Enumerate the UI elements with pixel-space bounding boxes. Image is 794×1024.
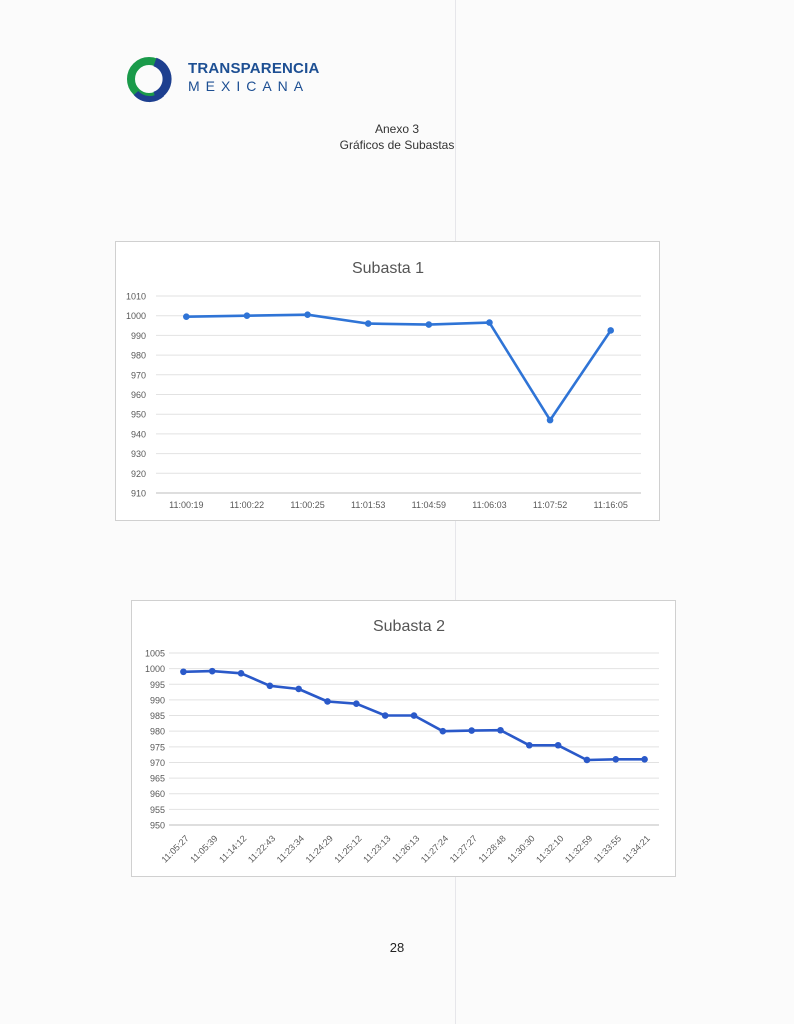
y-tick-label: 970 [149, 757, 165, 768]
data-point [607, 327, 614, 334]
data-point [267, 683, 274, 690]
x-tick-label: 11:32:59 [562, 833, 595, 865]
y-tick-label: 970 [130, 370, 146, 381]
annex-subtitle: Gráficos de Subastas [339, 138, 455, 152]
data-point [304, 311, 311, 318]
x-tick-label: 11:01:53 [351, 500, 386, 510]
logo-text-line1: TRANSPARENCIA [188, 60, 320, 77]
data-point [584, 757, 591, 764]
y-tick-label: 1010 [125, 291, 146, 302]
chart-title: Subasta 2 [372, 618, 446, 635]
y-tick-label: 1005 [144, 648, 165, 659]
x-tick-label: 11:07:52 [532, 500, 568, 510]
y-tick-label: 965 [149, 773, 165, 784]
y-tick-label: 975 [149, 742, 165, 753]
x-tick-label: 11:30:30 [505, 833, 537, 865]
y-tick-label: 940 [130, 429, 146, 440]
data-point [440, 728, 447, 735]
x-tick-label: 11:00:19 [169, 500, 204, 510]
y-tick-label: 910 [130, 488, 146, 499]
data-point [468, 727, 475, 734]
y-tick-label: 980 [130, 350, 146, 361]
x-tick-label: 11:23:13 [361, 833, 393, 865]
x-tick-label: 11:23:34 [274, 833, 307, 865]
x-tick-label: 11:00:22 [229, 500, 265, 510]
data-point [497, 727, 504, 734]
data-point [526, 742, 533, 749]
y-tick-label: 920 [130, 468, 146, 479]
x-tick-label: 11:14:12 [217, 833, 249, 865]
data-point [365, 320, 372, 327]
x-tick-label: 11:22:43 [245, 833, 278, 865]
x-tick-label: 11:05:39 [188, 833, 220, 865]
y-tick-label: 1000 [125, 311, 146, 322]
chart-title: Subasta 1 [351, 260, 425, 277]
data-point [426, 321, 433, 328]
transparencia-mexicana-logo [124, 54, 324, 106]
y-tick-label: 980 [149, 726, 165, 737]
x-tick-label: 11:04:59 [411, 500, 446, 510]
data-point [486, 319, 493, 326]
data-point [183, 313, 190, 320]
y-tick-label: 990 [130, 330, 146, 341]
x-tick-label: 11:33:55 [591, 833, 624, 865]
y-tick-label: 995 [149, 679, 165, 690]
annex-heading [0, 121, 794, 153]
data-point [353, 700, 360, 707]
data-point [547, 417, 554, 424]
chart-subasta-1 [115, 241, 660, 521]
x-tick-label: 11:32:10 [534, 833, 566, 865]
data-point [612, 756, 619, 763]
logo-text-line2: MEXICANA [188, 78, 310, 94]
data-point [324, 698, 331, 705]
x-tick-label: 11:24:29 [303, 833, 335, 865]
x-tick-label: 11:34:21 [620, 833, 653, 865]
chart-subasta-1-svg [116, 242, 659, 520]
chart-subasta-2 [131, 600, 676, 877]
data-point [555, 742, 562, 749]
y-tick-label: 955 [149, 804, 165, 815]
x-tick-label: 11:05:27 [159, 833, 191, 865]
data-point [180, 668, 187, 675]
page-number: 28 [389, 940, 405, 955]
x-tick-label: 11:26:13 [390, 833, 422, 865]
x-tick-label: 11:27:24 [418, 833, 451, 865]
x-tick-label: 11:25:12 [332, 833, 364, 865]
x-tick-label: 11:27:27 [447, 833, 480, 865]
x-tick-label: 11:00:25 [290, 500, 325, 510]
y-tick-label: 990 [149, 695, 165, 706]
data-point [295, 686, 302, 693]
series-line [186, 315, 610, 420]
x-tick-label: 11:06:03 [472, 500, 507, 510]
x-tick-label: 11:16:05 [593, 500, 628, 510]
y-tick-label: 950 [149, 820, 165, 831]
data-point [238, 670, 245, 677]
data-point [382, 712, 389, 719]
y-tick-label: 950 [130, 409, 146, 420]
annex-title: Anexo 3 [374, 122, 420, 136]
data-point [244, 312, 251, 319]
y-tick-label: 930 [130, 449, 146, 460]
y-tick-label: 960 [130, 390, 146, 400]
data-point [641, 756, 648, 763]
y-tick-label: 960 [149, 789, 165, 800]
chart-subasta-2-svg [132, 601, 675, 876]
data-point [411, 712, 418, 719]
x-tick-label: 11:28:48 [476, 833, 508, 865]
y-tick-label: 985 [149, 711, 165, 722]
logo-ring-icon [124, 54, 180, 106]
y-tick-label: 1000 [144, 664, 165, 675]
data-point [209, 668, 216, 675]
